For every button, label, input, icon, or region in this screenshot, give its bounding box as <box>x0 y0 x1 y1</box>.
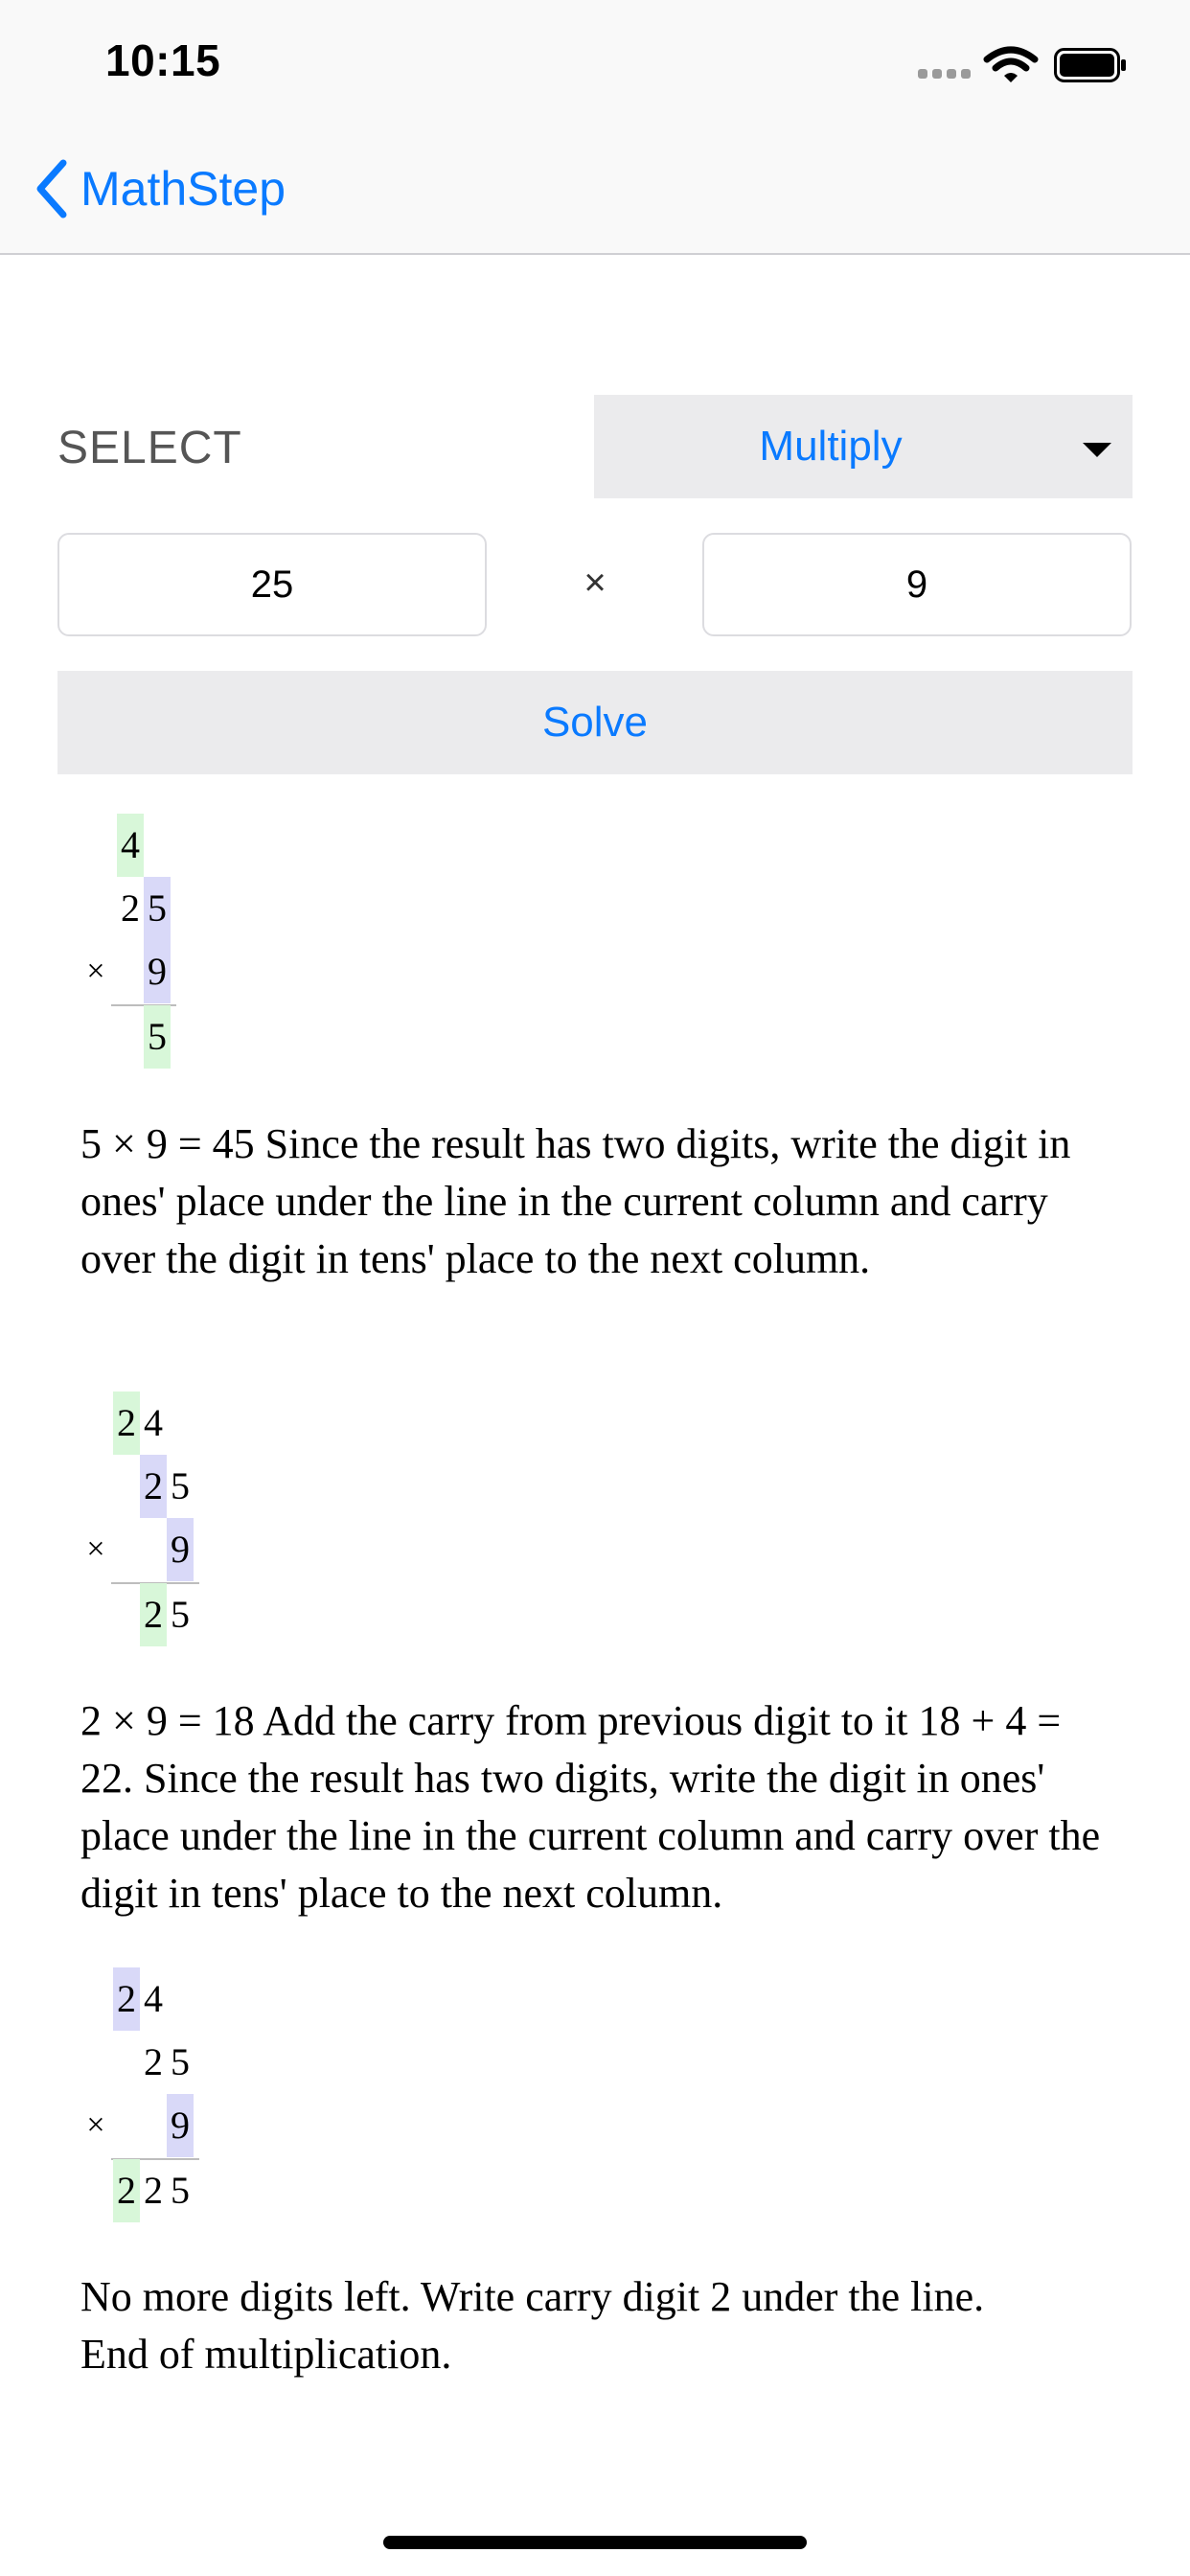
step-explanation: No more digits left. Write carry digit 2 under the line. <box>80 2273 985 2320</box>
multiply-sign: × <box>86 954 105 989</box>
multiplicand-digit: 5 <box>171 2040 190 2083</box>
chevron-left-icon <box>34 159 67 218</box>
back-button[interactable] <box>34 155 286 222</box>
multiplicand-digit: 2 <box>140 1455 167 1518</box>
status-bar <box>0 0 1190 105</box>
multiplier-digit: 9 <box>167 2094 194 2157</box>
result-digit: 5 <box>171 2169 190 2212</box>
multiplicand-digit: 2 <box>144 2040 163 2083</box>
multiplier-digit: 9 <box>167 1518 194 1581</box>
battery-icon <box>1054 48 1127 82</box>
multiply-sign: × <box>86 1531 105 1567</box>
multiplicand-digit: 5 <box>171 1464 190 1507</box>
cellular-signal-icon <box>918 69 972 82</box>
dropdown-arrow-icon <box>1083 443 1111 457</box>
step-explanation: 2 × 9 = 18 Add the carry from previous digit to it 18 + 4 = 22. Since the result has two digits, write the digit in ones' place under the line in the current column and carry over the digit in tens' place to the next column. <box>80 1697 1101 1917</box>
operand-a-input[interactable]: 25 <box>57 533 487 636</box>
result-digit: 2 <box>140 1583 167 1646</box>
result-digit: 2 <box>144 2169 163 2212</box>
multiplier-digit: 9 <box>144 940 171 1003</box>
carry-digit: 2 <box>113 1392 140 1455</box>
carry-digit: 4 <box>117 814 144 877</box>
operand-b-input[interactable]: 9 <box>702 533 1132 636</box>
navigation-bar <box>0 105 1190 255</box>
multiplicand-digit: 2 <box>121 886 140 930</box>
operation-dropdown-value: Multiply <box>759 423 903 470</box>
carry-digit: 4 <box>144 1401 163 1444</box>
home-indicator[interactable] <box>383 2536 807 2549</box>
step-explanation: 5 × 9 = 45 Since the result has two digits, write the digit in ones' place under the line in the current column and carry over the digit in tens' place to the next column. <box>80 1120 1071 1282</box>
carry-digit: 2 <box>113 1967 140 2031</box>
end-text: End of multiplication. <box>80 2331 452 2378</box>
carry-digit: 4 <box>144 1977 163 2020</box>
result-digit: 2 <box>113 2159 140 2222</box>
back-button-label: MathStep <box>80 162 286 216</box>
result-digit: 5 <box>144 1005 171 1069</box>
status-time: 10:15 <box>105 35 221 85</box>
select-label: SELECT <box>57 423 242 473</box>
multiply-sign: × <box>86 2107 105 2143</box>
wifi-icon <box>983 44 1039 84</box>
result-digit: 5 <box>171 1593 190 1636</box>
operator-symbol: × <box>584 562 606 604</box>
solve-button[interactable]: Solve <box>57 671 1133 774</box>
operation-dropdown[interactable] <box>594 395 1133 498</box>
multiplicand-digit: 5 <box>144 877 171 940</box>
